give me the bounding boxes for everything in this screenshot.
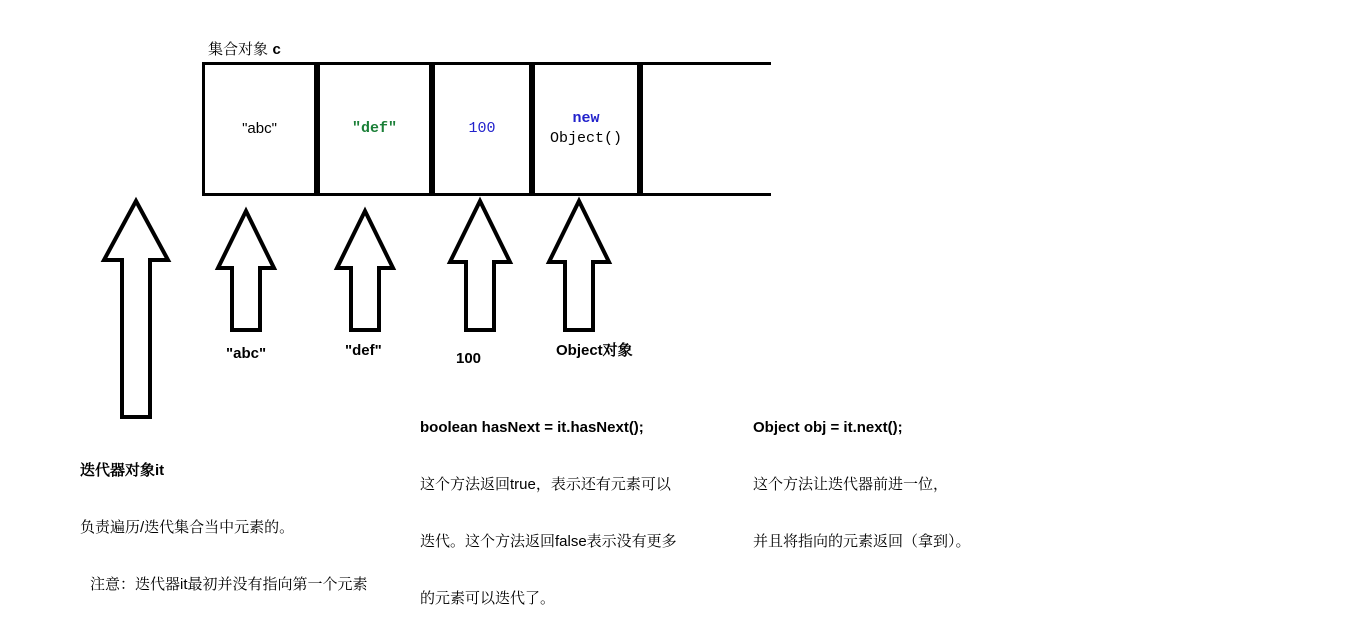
next-description-block bbox=[753, 385, 1083, 585]
collection-bar bbox=[202, 62, 771, 196]
element-arrow-object-icon bbox=[545, 198, 613, 333]
hasnext-code: boolean hasNext = it.hasNext(); bbox=[420, 418, 644, 436]
element-arrow-100-icon bbox=[446, 198, 514, 333]
next-line-2: 并且将指向的元素返回（拿到）。 bbox=[753, 532, 971, 550]
collection-cell-4-empty bbox=[640, 65, 771, 193]
iterator-line-1: 负责遍历/迭代集合当中元素的。 bbox=[80, 518, 295, 536]
collection-cell-2 bbox=[432, 65, 532, 193]
collection-label-prefix: 集合对象 bbox=[208, 41, 269, 58]
cell-value-new-object bbox=[550, 109, 622, 150]
hasnext-line-1: 这个方法返回true，表示还有元素可以 bbox=[420, 475, 671, 493]
next-code: Object obj = it.next(); bbox=[753, 418, 903, 436]
collection-cell-0 bbox=[202, 65, 317, 193]
hasnext-description-block bbox=[420, 385, 740, 642]
hasnext-line-3: 的元素可以迭代了。 bbox=[420, 589, 556, 607]
element-label-def: "def" bbox=[345, 342, 382, 359]
constructor-call-object: Object() bbox=[549, 130, 622, 147]
cell-value-def: "def" bbox=[351, 119, 397, 137]
cell-value-100: 100 bbox=[468, 119, 496, 137]
element-label-object: Object对象 bbox=[556, 342, 633, 359]
cell-value-abc: "abc" bbox=[242, 119, 277, 137]
element-arrow-def-icon bbox=[333, 208, 397, 333]
collection-cell-1 bbox=[317, 65, 432, 193]
element-arrow-abc-icon bbox=[214, 208, 278, 333]
collection-cell-3 bbox=[532, 65, 640, 193]
collection-label-variable: c bbox=[272, 42, 282, 59]
iterator-arrow-icon bbox=[100, 198, 172, 420]
collection-object-label bbox=[208, 38, 281, 59]
iterator-title: 迭代器对象it bbox=[80, 461, 165, 479]
element-label-abc: "abc" bbox=[226, 345, 267, 362]
keyword-new: new bbox=[572, 109, 600, 127]
iterator-description-block bbox=[80, 428, 410, 628]
element-label-100: 100 bbox=[456, 350, 482, 367]
iterator-line-2: 注意：迭代器it最初并没有指向第一个元素 bbox=[90, 575, 368, 593]
hasnext-line-2: 迭代。这个方法返回false表示没有更多 bbox=[420, 532, 677, 550]
next-line-1: 这个方法让迭代器前进一位， bbox=[753, 475, 949, 493]
